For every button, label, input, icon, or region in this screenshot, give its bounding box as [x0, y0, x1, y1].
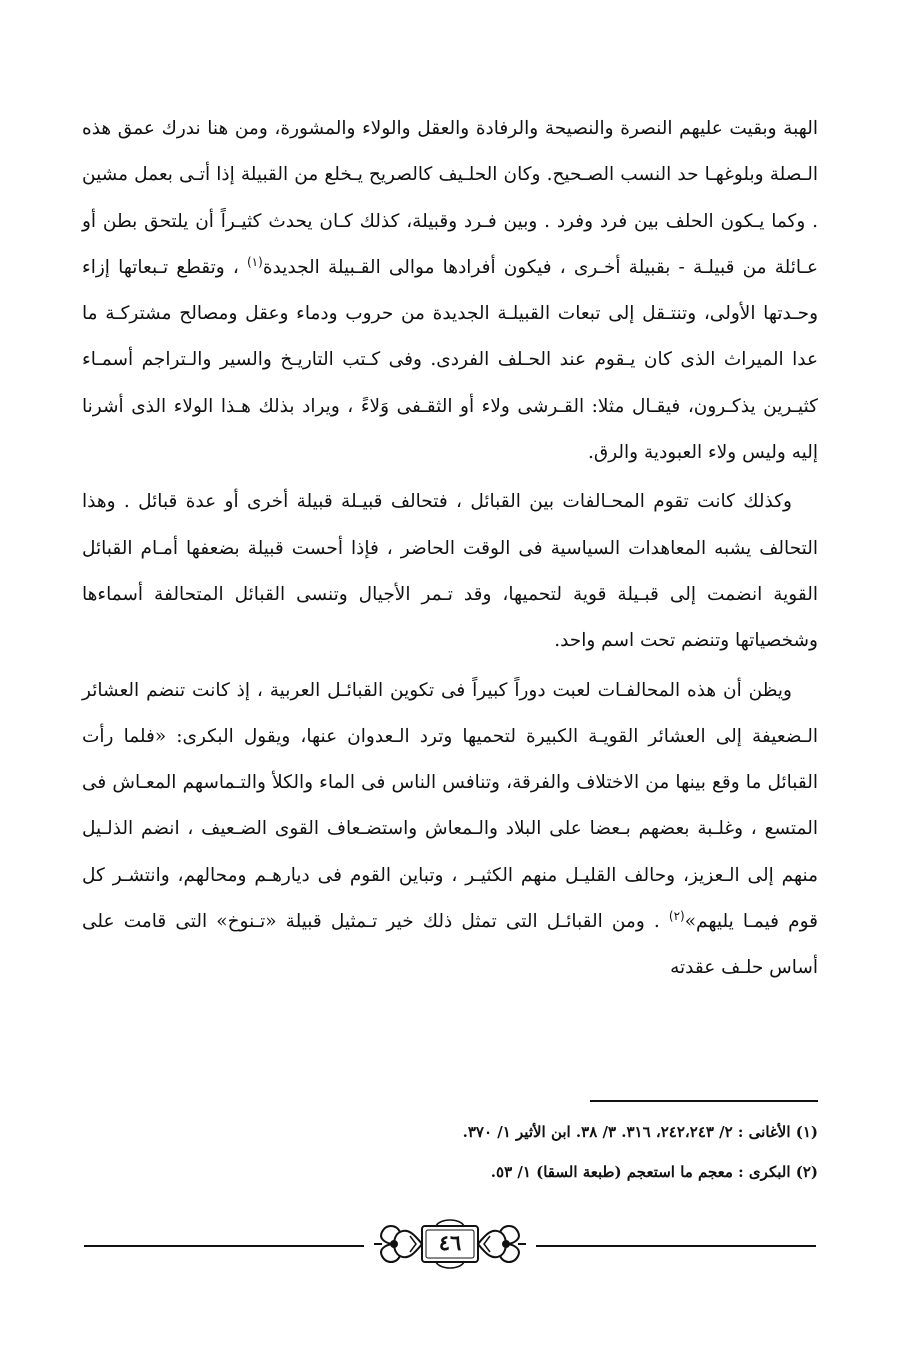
footer-rule-left: [84, 1245, 364, 1247]
paragraph-3-part-2: . ومن القبائـل التى تمثل ذلك خير تـمثيل قبيلة «تـنوخ» التى قامت على أساس حلـف عقدته: [82, 911, 818, 979]
paragraph-3: [82, 668, 818, 992]
paragraph-2: [82, 479, 818, 664]
paragraph-1: [82, 106, 818, 476]
paragraph-1-part-1: الهبة وبقيت عليهم النصرة والنصيحة والرفادة والعقل والولاء والمشورة، ومن هنا ندرك عمق هذه الـصلة وبلوغهـا حد النسب الصـحيح. وكان الحلـيف كالصريح يـخلع من القبيلة إذا أتـى بعمل مشين . وكما يـكون الحلف بين فرد وفرد . وبين فـرد وقبيلة، كذلك كـان يحدث كثيـراً أن يلتحق بطن أو عـائلة من قبيلـة - بقبيلة أخـرى ، فيكون أفرادها موالى القـبيلة الجديدة: [82, 118, 818, 278]
footer-rule-right: [536, 1245, 816, 1247]
page-number: ٤٦: [438, 1230, 462, 1255]
footnotes: [82, 1112, 818, 1192]
footnote-separator: [590, 1100, 818, 1102]
paragraph-1-part-2: ، وتقطع تـبعاتها إزاء وحـدتها الأولى، وتنتـقل إلى تبعات القبيلـة الجديدة من حروب ودماء وعقل ومصالح مشتركـة ما عدا الميراث الذى كان يـقوم عند الحـلف الفردى. وفى كـتب التاريـخ والسير والـتراجم أسمـاء كثيـرين يذكـرون، فيقـال مثلا: القـرشى ولاء أو الثقـفى وَلاءً ، ويراد بذلك هـذا الولاء الذى أشرنا إليه وليس ولاء العبودية والرق.: [82, 256, 818, 464]
footnote-1: (١) الأغانى : ٢/ ٢٤٢،٢٤٣، ٣١٦. ٣/ ٣٨. ابن الأثير ١/ ٣٧٠.: [462, 1123, 818, 1141]
paragraph-2-text: وكذلك كانت تقوم المحـالفات بين القبائل ، فتحالف قبيـلة قبيلة أخرى أو عدة قبائل . وهذا التحالف يشبه المعاهدات السياسية فى الوقت الحاضر ، فإذا أحست قبيلة بضعفها أمـام القبائل القوية انضمت إلى قبـيلة قوية لتحميها، وقد تـمر الأجيال وتنسى القبائل المتحالفة أسماءها وشخصياتها وتنضم تحت اسم واحد.: [82, 491, 818, 652]
page-footer: [82, 1212, 818, 1272]
paragraph-3-part-1: ويظن أن هذه المحالفـات لعبت دوراً كبيراً فى تكوين القبائـل العربية ، إذ كانت تنضم العشائر الـضعيفة إلى العشائر القويـة الكبيرة لتحميها وترد الـعدوان عنها، ويقول البكرى: «فلما رأت القبائل ما وقع بينها من الاختلاف والفرقة، وتنافس الناس فى الماء والكلأ والتـماسهم المعـاش فى المتسع ، وغلـبة بعضهم بـعضا على البلاد والـمعاش واستضـعاف القوى الضـعيف ، انضم الذلـيل منهم إلى الـعزيز، وحالف القليـل منهم الكثيـر ، وتباين القوم فى ديارهـم ومحالهم، وانتشـر كل قوم فيمـا يليهم»: [82, 679, 819, 933]
footnote-2: (٢) البكرى : معجم ما استعجم (طبعة السقا) ١/ ٥٣.: [490, 1163, 818, 1181]
footnote-ref-1: (١): [246, 254, 263, 269]
footnote-ref-2: (٢): [668, 908, 685, 923]
main-text: [82, 106, 818, 992]
